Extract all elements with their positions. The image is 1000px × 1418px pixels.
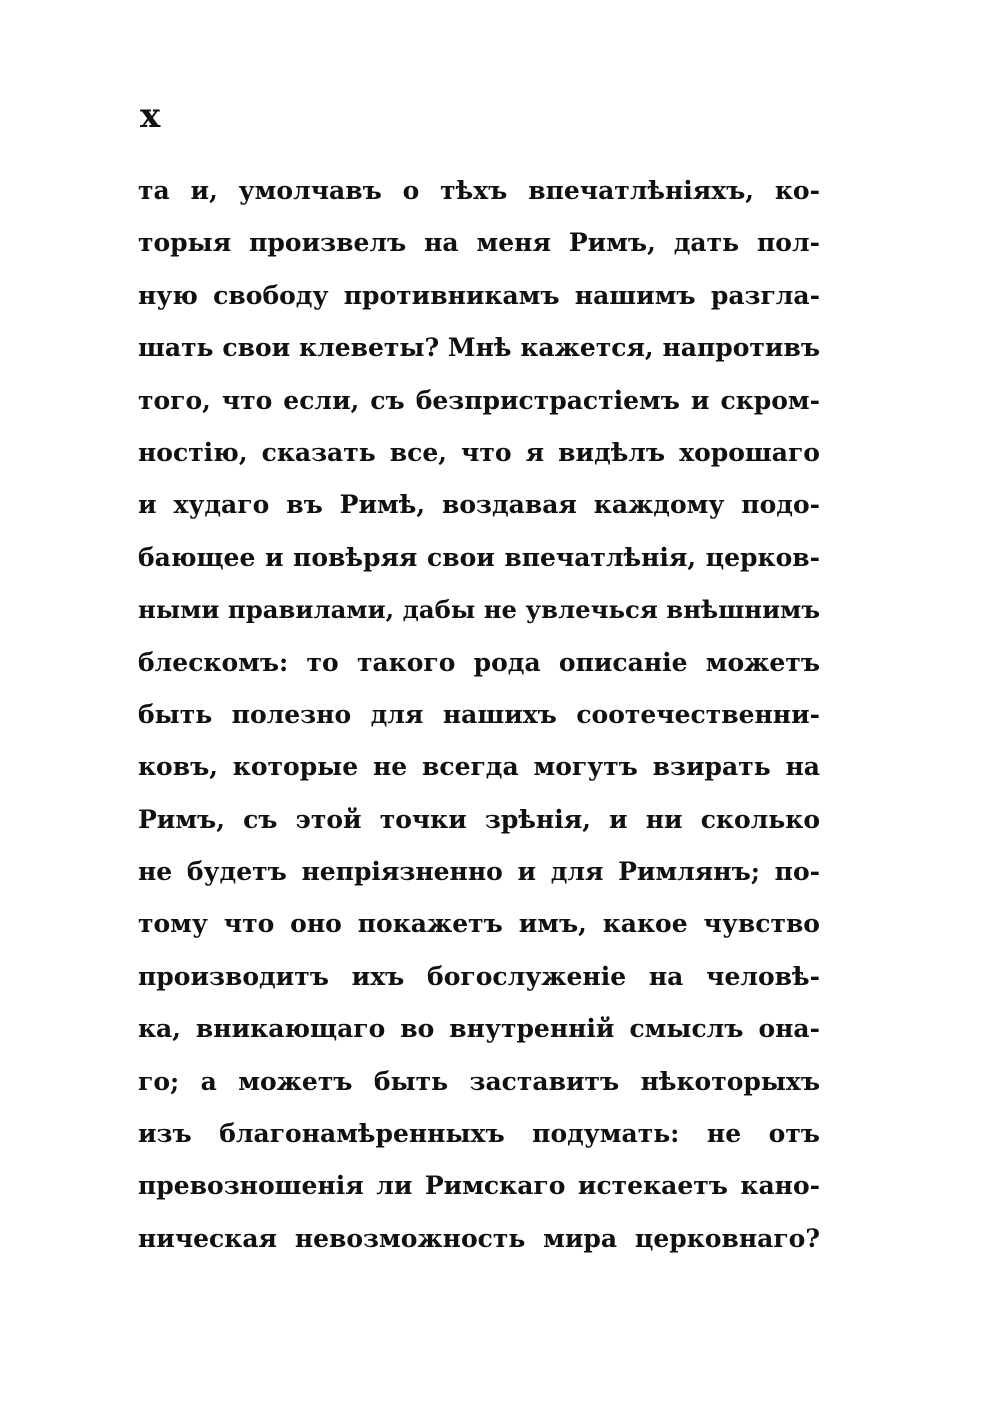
- text-line: та и, умолчавъ о тѣхъ впечатлѣніяхъ, ко-: [138, 176, 820, 205]
- text-line: Римъ, съ этой точки зрѣнія, и ни сколько: [138, 804, 820, 834]
- text-line: ными правилами, дабы не увлечься внѣшнимъ: [138, 595, 820, 625]
- text-line: тому что оно покажетъ имъ, какое чувство: [138, 909, 820, 939]
- page-number: x: [140, 96, 161, 136]
- text-line: ническая невозможность мира церковнаго?: [138, 1223, 820, 1253]
- text-line: того, что если, съ безпристрастіемъ и скром-: [138, 385, 820, 415]
- text-line: превозношенія ли Римскаго истекаетъ кано-: [138, 1171, 820, 1201]
- text-line: ностію, сказать все, что я видѣлъ хорошаго: [138, 437, 820, 467]
- text-line: изъ благонамѣренныхъ подумать: не отъ: [138, 1119, 820, 1149]
- body-text: [138, 165, 820, 1265]
- text-line: и худаго въ Римѣ, воздавая каждому подо-: [138, 490, 820, 520]
- text-line: производитъ ихъ богослуженіе на человѣ-: [138, 961, 820, 991]
- text-line: шать свои клеветы? Мнѣ кажется, напротивъ: [138, 333, 820, 363]
- text-line: ную свободу противникамъ нашимъ разгла-: [138, 280, 820, 310]
- text-line: торыя произвелъ на меня Римъ, дать пол-: [138, 228, 820, 258]
- text-line: ка, вникающаго во внутренній смыслъ она-: [138, 1014, 820, 1044]
- text-line: блескомъ: то такого рода описаніе можетъ: [138, 647, 820, 677]
- text-line: бающее и повѣряя свои впечатлѣнія, церков-: [138, 542, 820, 572]
- text-line: ковъ, которые не всегда могутъ взирать на: [138, 752, 820, 782]
- text-line: го; а можетъ быть заставитъ нѣкоторыхъ: [138, 1066, 820, 1096]
- text-line: быть полезно для нашихъ соотечественни-: [138, 699, 820, 729]
- text-line: не будетъ непріязненно и для Римлянъ; по-: [138, 857, 820, 887]
